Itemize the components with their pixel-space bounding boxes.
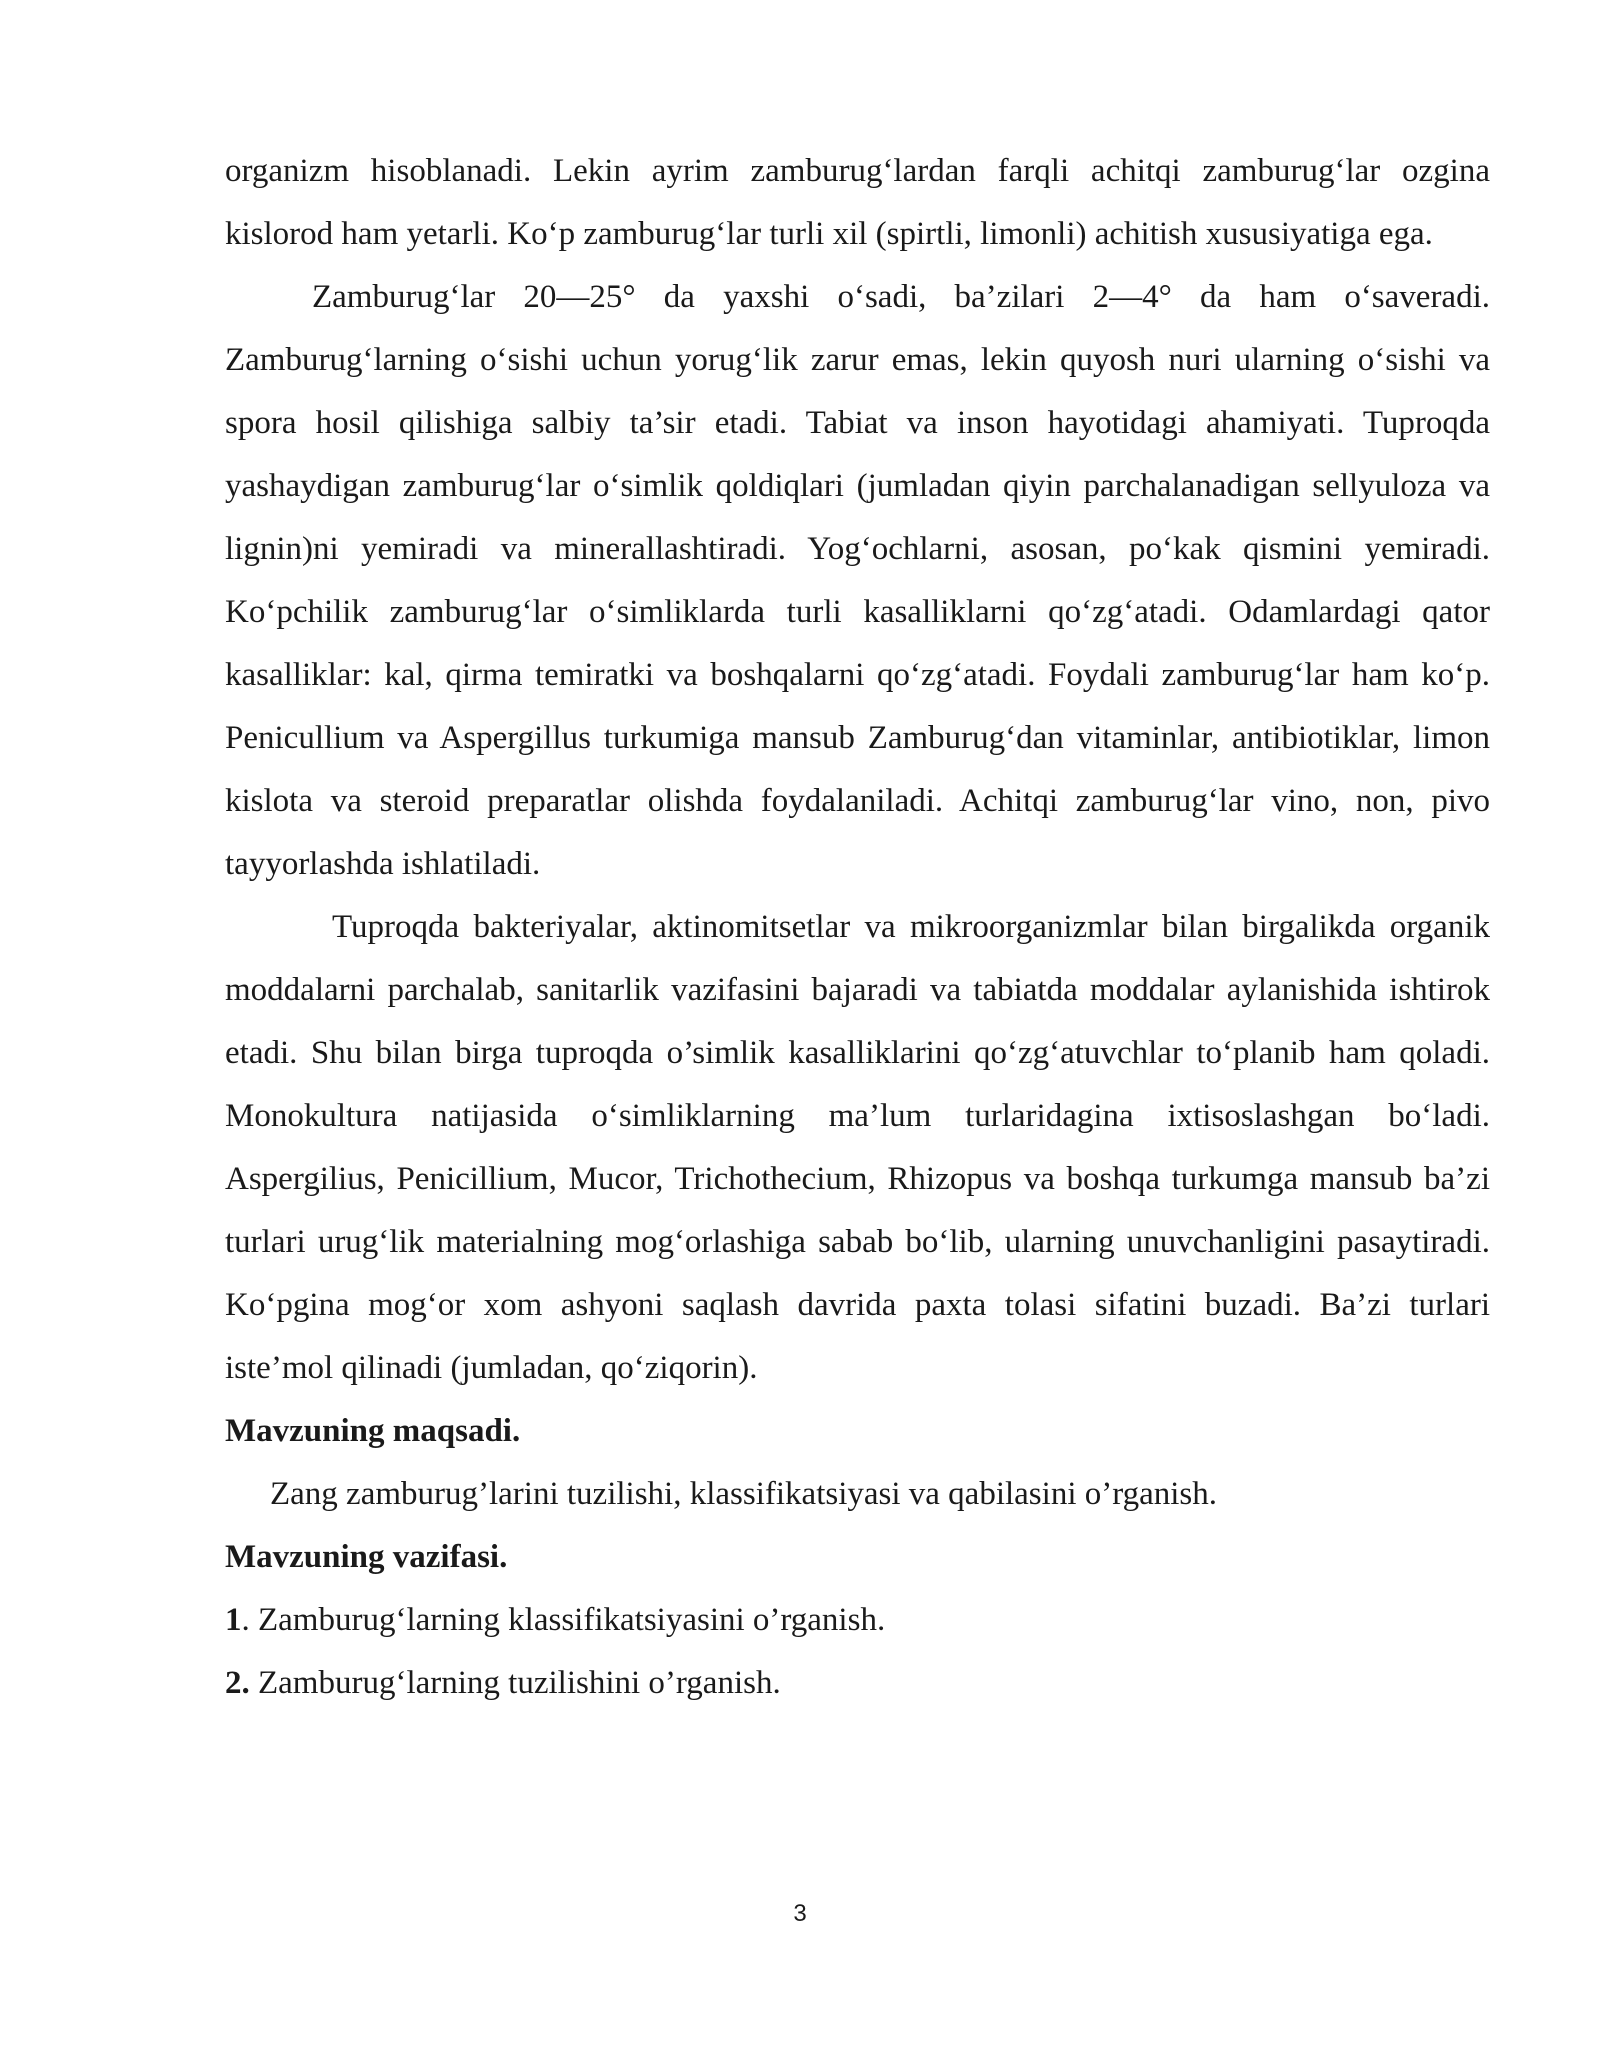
paragraph-intro: organizm hisoblanadi. Lekin ayrim zamburug‘lardan farqli achitqi zamburug‘lar ozgina kislorod ham yetarli. Ko‘p zamburug‘lar turli xil (spirtli, limonli) achitish xususiyatiga ega. bbox=[225, 153, 1490, 252]
paragraph-soil-role: Tuproqda bakteriyalar, aktinomitsetlar va mikroorganizmlar bilan birgalikda organik moddalarni parchalab, sanitarlik vazifasini bajaradi va tabiatda moddalar aylanishida ishtirok etadi. Shu bilan birga tuproqda o’simlik kasalliklarini qo‘zg‘atuvchlar to‘planib ham qoladi. Monokultura natijasida o‘simliklarning ma’lum turlaridagina ixtisoslashgan bo‘ladi. Aspergilius, Penicillium, Mucor, Trichothecium, Rhizopus va boshqa turkumga mansub ba’zi turlari urug‘lik materialning mog‘orlashiga sabab bo‘lib, ularning unuvchanligini pasaytiradi. Ko‘pgina mog‘or xom ashyoni saqlash davrida paxta tolasi sifatini buzadi. Ba’zi turlari iste’mol qilinadi (jumladan, qo‘ziqorin). bbox=[225, 909, 1490, 1386]
document-page bbox=[225, 140, 1490, 1715]
task-number-1: 1 bbox=[225, 1602, 242, 1638]
task-number-2: 2. bbox=[225, 1665, 250, 1701]
tasks-heading: Mavzuning vazifasi. bbox=[225, 1539, 508, 1575]
paragraph-growth-and-importance: Zamburug‘lar 20—25° da yaxshi o‘sadi, ba’zilari 2—4° da ham o‘saveradi. Zamburug‘larning o‘sishi uchun yorug‘lik zarur emas, lekin quyosh nuri ularning o‘sishi va spora hosil qilishiga salbiy ta’sir etadi. Tabiat va inson hayotidagi ahamiyati. Tuproqda yashaydigan zamburug‘lar o‘simlik qoldiqlari (jumladan qiyin parchalanadigan sellyuloza va lignin)ni yemiradi va minerallashtiradi. Yog‘ochlarni, asosan, po‘kak qismini yemiradi. Ko‘pchilik zamburug‘lar o‘simliklarda turli kasalliklarni qo‘zg‘atadi. Odamlardagi qator kasalliklar: kal, qirma temiratki va boshqalarni qo‘zg‘atadi. Foydali zamburug‘lar ham ko‘p. Penicullium va Aspergillus turkumiga mansub Zamburug‘dan vitaminlar, antibiotiklar, limon kislota va steroid preparatlar olishda foydalaniladi. Achitqi zamburug‘lar vino, non, pivo tayyorlashda ishlatiladi. bbox=[225, 279, 1490, 882]
task-item-1 bbox=[225, 1589, 1490, 1652]
page-number: 3 bbox=[793, 1900, 807, 1927]
task-text-1: . Zamburug‘larning klassifikatsiyasini o’rganish. bbox=[241, 1602, 886, 1638]
goal-text: Zang zamburug’larini tuzilishi, klassifikatsiyasi va qabilasini o’rganish. bbox=[270, 1476, 1218, 1512]
task-item-2 bbox=[225, 1652, 1490, 1715]
goal-heading: Mavzuning maqsadi. bbox=[225, 1413, 521, 1449]
task-text-2: Zamburug‘larning tuzilishini o’rganish. bbox=[249, 1665, 781, 1701]
